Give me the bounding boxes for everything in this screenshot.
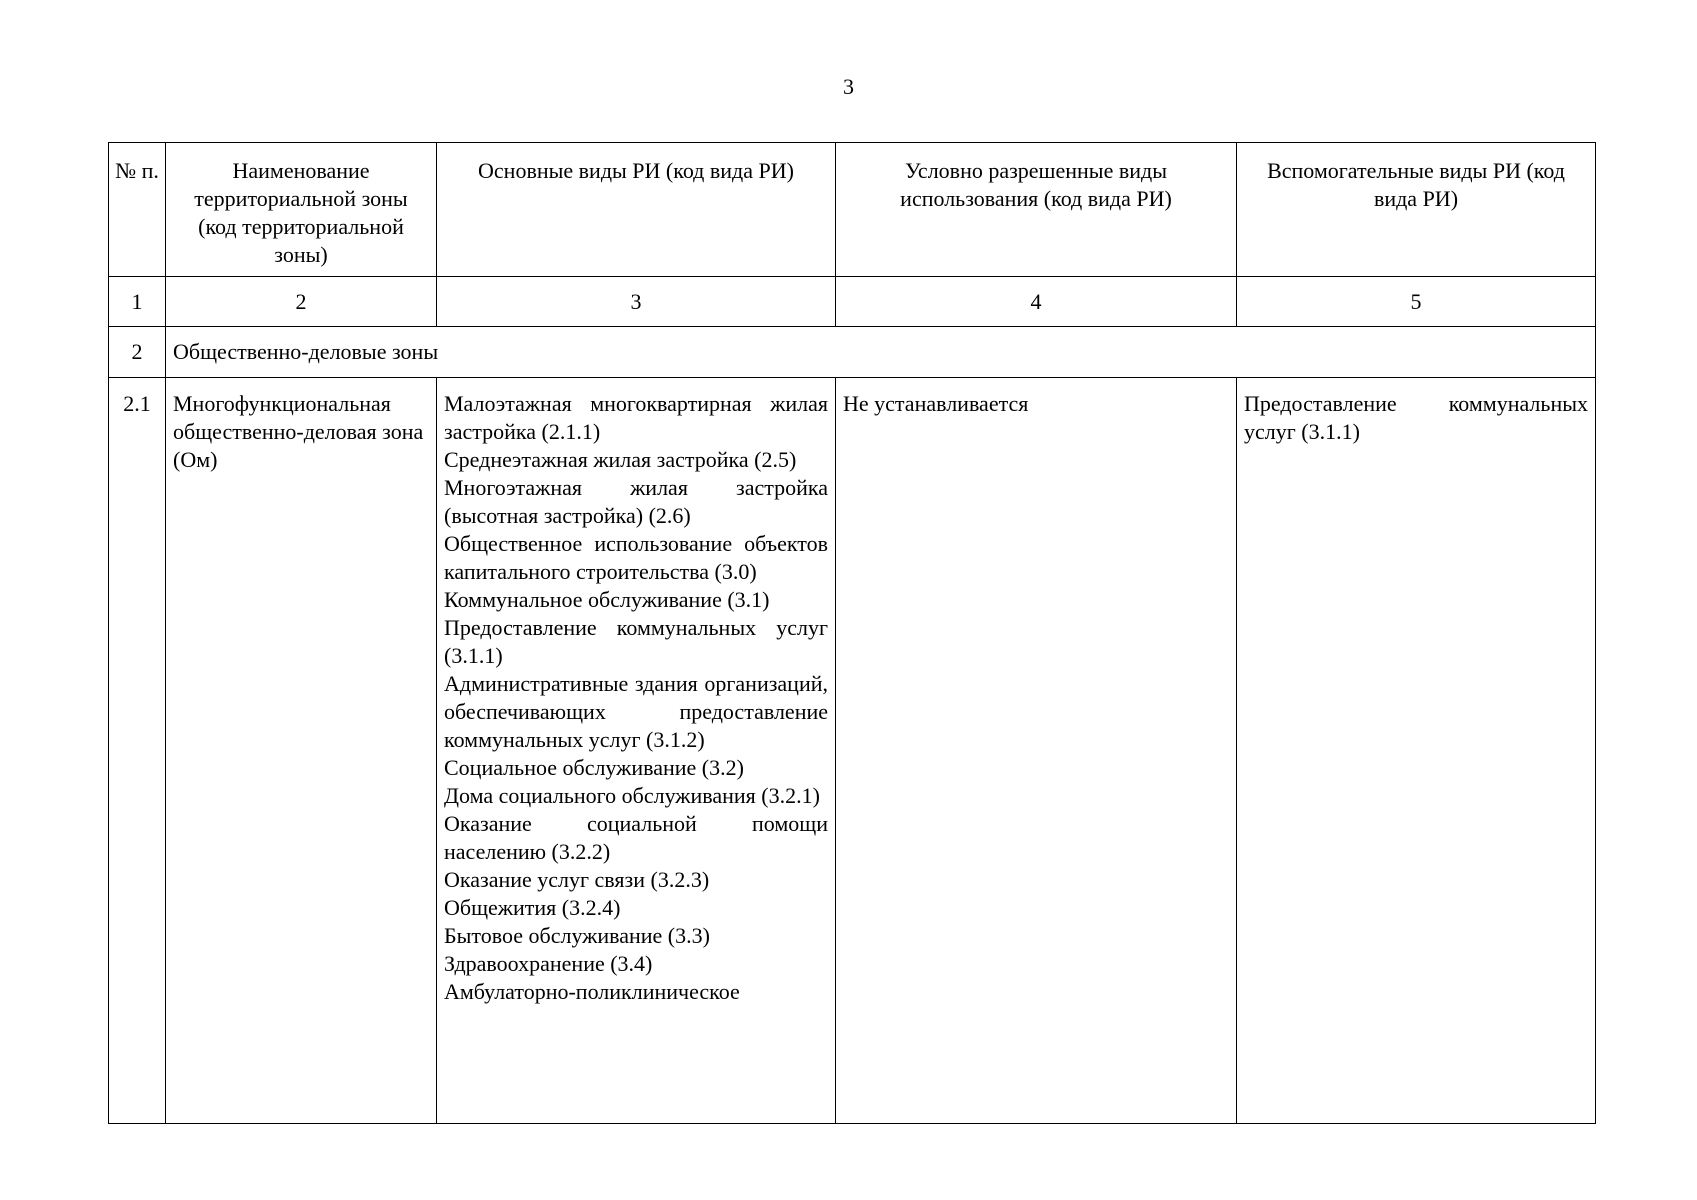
main-uses-cell	[437, 378, 836, 1124]
conditional-uses-cell: Не устанавливается	[836, 378, 1237, 1124]
section-title: Общественно-деловые зоны	[166, 327, 1596, 378]
main-use-item: Коммунальное обслуживание (3.1)	[444, 587, 770, 612]
column-number: 1	[109, 277, 166, 327]
zone-name: Многофункциональная общественно-деловая зона (Ом)	[166, 378, 437, 1124]
zones-table	[108, 142, 1596, 1124]
column-number: 5	[1237, 277, 1596, 327]
main-use-item: Амбулаторно-поликлиническое	[444, 979, 740, 1004]
main-use-item: Многоэтажная жилая застройка (высотная застройка) (2.6)	[444, 475, 828, 528]
column-number: 2	[166, 277, 437, 327]
column-number: 3	[437, 277, 836, 327]
column-number: 4	[836, 277, 1237, 327]
header-conditional-uses: Условно разрешенные виды использования (код вида РИ)	[836, 143, 1237, 277]
main-use-item: Бытовое обслуживание (3.3)	[444, 923, 710, 948]
page-number: 3	[843, 74, 854, 99]
main-use-item: Административные здания организаций, обеспечивающих предоставление коммунальных услуг (3.1.2)	[444, 671, 828, 752]
section-row	[109, 327, 1596, 378]
auxiliary-uses-cell: Предоставление коммунальных услуг (3.1.1)	[1237, 378, 1596, 1124]
main-use-item: Предоставление коммунальных услуг (3.1.1)	[444, 615, 828, 668]
column-numbers-row	[109, 277, 1596, 327]
main-use-item: Оказание социальной помощи населению (3.2.2)	[444, 811, 828, 864]
header-main-uses: Основные виды РИ (код вида РИ)	[437, 143, 836, 277]
row-number: 2.1	[109, 378, 166, 1124]
header-num: № п.	[109, 143, 166, 277]
main-use-item: Общественное использование объектов капитального строительства (3.0)	[444, 531, 828, 584]
main-use-item: Здравоохранение (3.4)	[444, 951, 653, 976]
section-number: 2	[109, 327, 166, 378]
main-use-item: Социальное обслуживание (3.2)	[444, 755, 744, 780]
main-use-item: Оказание услуг связи (3.2.3)	[444, 867, 710, 892]
header-auxiliary-uses: Вспомогательные виды РИ (код вида РИ)	[1237, 143, 1596, 277]
table-row	[109, 378, 1596, 1124]
header-zone-name: Наименование территориальной зоны (код территориальной зоны)	[166, 143, 437, 277]
table-header-row	[109, 143, 1596, 277]
main-use-item: Общежития (3.2.4)	[444, 895, 621, 920]
main-use-item: Среднеэтажная жилая застройка (2.5)	[444, 447, 797, 472]
main-use-item: Дома социального обслуживания (3.2.1)	[444, 783, 820, 808]
main-use-item: Малоэтажная многоквартирная жилая застройка (2.1.1)	[444, 391, 828, 444]
